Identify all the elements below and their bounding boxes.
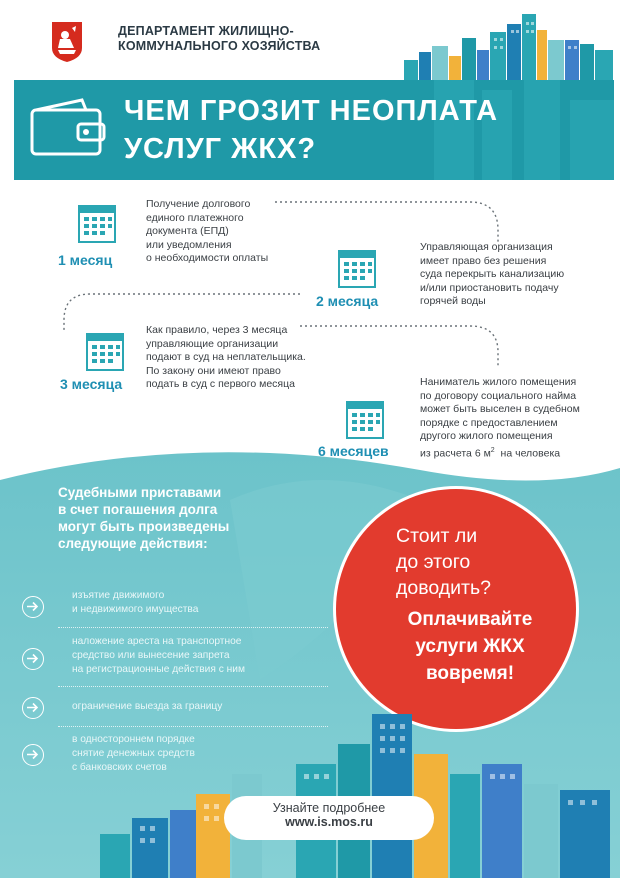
bailiff-action-line: в одностороннем порядке [72,734,195,745]
bailiff-action-line: средство или вынесение запрета [72,650,230,661]
cta-statement-line: услуги ЖКХ [415,636,525,657]
bailiff-action-line: ограничение выезда за границу [72,701,223,712]
bailiff-action-item [72,589,332,617]
bailiff-action-line: снятие денежных средств [72,748,195,759]
step-text-line: о необходимости оплаты [146,252,269,264]
bailiff-action-line: наложение ареста на транспортное [72,636,242,647]
moscow-coat-of-arms-icon [50,20,84,69]
more-info-label: Узнайте подробнее [272,801,386,815]
step-text-line: Управляющая организация [420,241,553,253]
step-text-line: Наниматель жилого помещения [420,376,577,388]
bailiff-title-line: Судебными приставами [58,485,222,500]
calendar-icon [336,247,378,296]
area-norm-text: из расчета 6 м [420,447,491,459]
step-text-1-month [146,198,326,266]
bailiff-action-line: изъятие движимого [72,590,165,601]
department-name-line: ДЕПАРТАМЕНТ ЖИЛИЩНО- [118,24,294,38]
step-text-3-months [146,324,346,392]
bailiff-action-line: с банковских счетов [72,762,167,773]
department-name-line: КОММУНАЛЬНОГО ХОЗЯЙСТВА [118,39,321,53]
cta-question-line: Стоит ли [396,525,478,547]
bailiff-title-line: в счет погашения долга [58,502,218,517]
wallet-icon [28,94,108,163]
step-text-line: горячей воды [420,295,486,307]
step-text-2-months [420,241,610,309]
bailiff-actions-title [58,484,278,552]
calendar-icon [84,330,126,379]
step-text-line: другого жилого помещения [420,430,553,442]
step-label-1-month: 1 месяц [58,252,113,268]
step-text-line: подать в суд с первого месяца [146,378,295,390]
step-label-2-months: 2 месяца [316,293,379,309]
step-text-line: документа (ЕПД) [146,225,229,237]
step-text-line: или уведомления [146,238,232,251]
step-text-line: по договору социального найма [420,389,577,402]
website-link[interactable]: www.is.mos.ru [285,815,373,829]
step-text-line: единого платежного [146,211,244,224]
cta-statement-line: Оплачивайте [407,609,533,630]
step-label-3-months: 3 месяца [60,376,123,392]
divider [58,686,328,687]
banner-title-line: ЧЕМ ГРОЗИТ НЕОПЛАТА [124,95,499,127]
divider [58,627,328,628]
step-text-line: управляющие организации [146,337,279,350]
step-text-line: Получение долгового [146,198,251,210]
cta-question-line: доводить? [396,577,491,599]
cta-question [396,523,566,601]
department-name [118,24,348,54]
bailiff-title-line: могут быть произведены [58,519,230,534]
step-label-6-months: 6 месяцев [318,443,389,459]
step-text-line: может быть выселен в судебном [420,403,580,415]
banner-title [124,92,604,168]
step-text-line: подают в суд на неплательщика. [146,351,306,363]
step-text-line: порядке с предоставлением [420,416,558,429]
step-text-line: Как правило, через 3 месяца [146,324,288,336]
calendar-icon [76,202,118,251]
bailiff-action-line: и недвижимого имущества [72,604,199,615]
arrow-right-icon [22,596,44,618]
more-info-box [224,796,434,840]
arrow-right-icon [22,744,44,766]
arrow-right-icon [22,648,44,670]
step-text-line: суда перекрыть канализацию [420,268,565,280]
cta-statement-line: вовремя! [425,663,515,684]
banner-title-line: УСЛУГ ЖКХ? [124,133,317,165]
cta-statement [372,606,568,687]
skyline-header-illustration [400,10,615,85]
bailiff-title-line: следующие действия: [58,536,208,551]
bailiff-action-item [72,635,332,677]
area-norm-superscript: 2 [490,446,495,454]
cta-question-line: до этого [396,551,471,573]
bailiff-action-item [72,700,332,714]
step-text-line: и/или приостановить подачу [420,281,559,294]
step-text-line: По закону они имеют право [146,364,281,377]
title-banner [14,80,614,180]
bailiff-action-line: на регистрационные действия с ним [72,664,245,675]
area-norm-suffix: на человека [494,447,561,459]
step-text-line: имеет право без решения [420,254,547,267]
arrow-right-icon [22,697,44,719]
